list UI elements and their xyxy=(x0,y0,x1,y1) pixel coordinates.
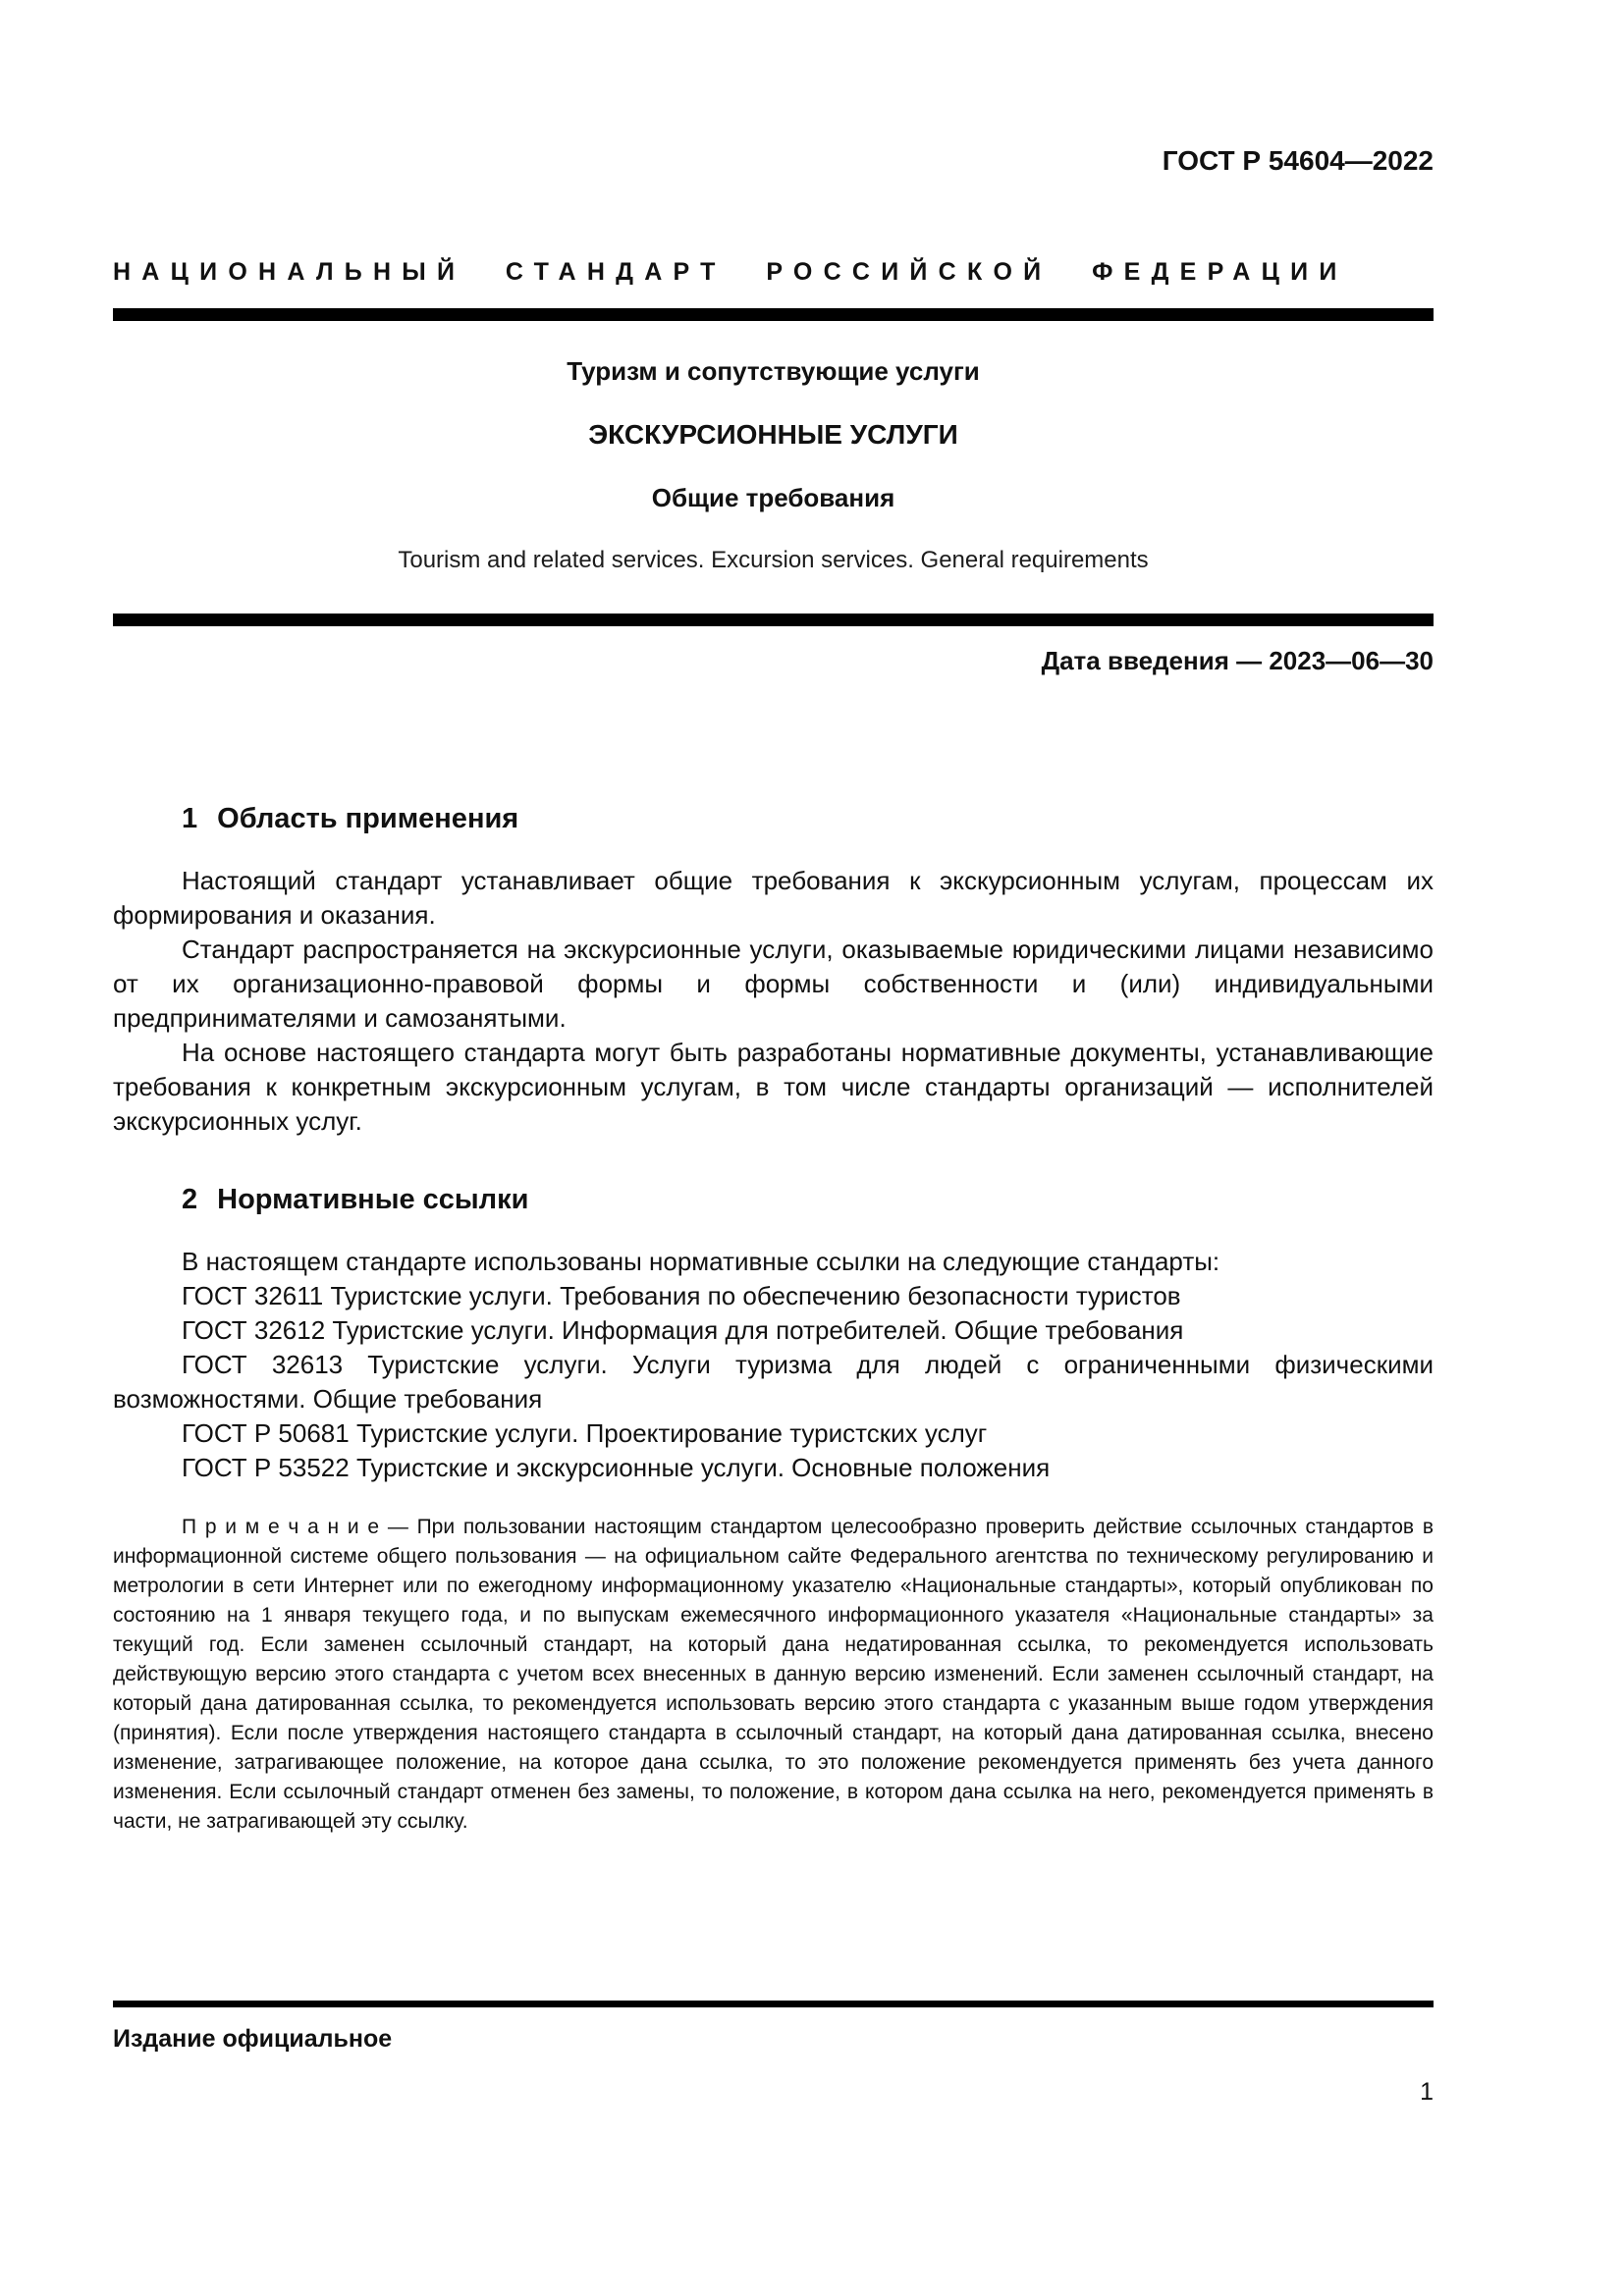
top-horizontal-rule xyxy=(113,308,1434,321)
normative-reference: ГОСТ 32611 Туристские услуги. Требования по обеспечению безопасности туристов xyxy=(182,1281,1181,1310)
section-1-paragraph: На основе настоящего стандарта могут быть разработаны нормативные документы, устанавливающие требования к конкретным экскурсионным услугам, в том числе стандарты организаций — исполнителей экскурсионных услуг. xyxy=(113,1038,1434,1136)
edition-label: Издание официальное xyxy=(113,2025,393,2053)
section-1-heading xyxy=(113,803,1434,834)
section-2-title: Нормативные ссылки xyxy=(217,1184,529,1215)
section-2-intro: В настоящем стандарте использованы нормативные ссылки на следующие стандарты: xyxy=(182,1247,1220,1276)
title-subtitle: Общие требования xyxy=(651,483,895,512)
title-subject: Туризм и сопутствующие услуги xyxy=(567,356,980,386)
normative-reference: ГОСТ 32612 Туристские услуги. Информация для потребителей. Общие требования xyxy=(182,1315,1184,1345)
title-block xyxy=(113,356,1434,574)
title-horizontal-rule xyxy=(113,614,1434,626)
section-1-number: 1 xyxy=(182,803,198,834)
section-2-number: 2 xyxy=(182,1184,198,1215)
page-number: 1 xyxy=(1420,2078,1434,2106)
effective-date: Дата введения — 2023—06—30 xyxy=(1041,646,1434,675)
footer-horizontal-rule xyxy=(113,2001,1434,2007)
normative-reference: ГОСТ 32613 Туристские услуги. Услуги туризма для людей с ограниченными физическими возможностями. Общие требования xyxy=(113,1350,1434,1414)
normative-reference: ГОСТ Р 50681 Туристские услуги. Проектирование туристских услуг xyxy=(182,1418,988,1448)
standard-type-banner: НАЦИОНАЛЬНЫЙ СТАНДАРТ РОССИЙСКОЙ ФЕДЕРАЦИИ xyxy=(113,258,1348,286)
doc-number: ГОСТ Р 54604—2022 xyxy=(1162,145,1434,176)
section-1-paragraph: Стандарт распространяется на экскурсионные услуги, оказываемые юридическими лицами независимо от их организационно-правовой формы и формы собственности и (или) индивидуальными предпринимателями и самозанятыми. xyxy=(113,934,1434,1033)
title-english: Tourism and related services. Excursion services. General requirements xyxy=(398,547,1149,573)
section-2-heading xyxy=(113,1184,1434,1215)
section-1-paragraph: Настоящий стандарт устанавливает общие требования к экскурсионным услугам, процессам их формирования и оказания. xyxy=(113,866,1434,930)
section-1-title: Область применения xyxy=(217,803,519,834)
title-main: ЭКСКУРСИОННЫЕ УСЛУГИ xyxy=(588,419,958,450)
normative-reference: ГОСТ Р 53522 Туристские и экскурсионные услуги. Основные положения xyxy=(182,1453,1051,1482)
section-2-note: П р и м е ч а н и е — При пользовании настоящим стандартом целесообразно проверить действие ссылочных стандартов в информационной системе общего пользования — на официальном сайте Федерального агентства по техническому регулированию и метрологии в сети Интернет или по ежегодному информационному указателю «Национальные стандарты», который опубликован по состоянию на 1 января текущего года, и по выпускам ежемесячного информационного указателя «Национальные стандарты» за текущий год. Если заменен ссылочный стандарт, на который дана недатированная ссылка, то рекомендуется использовать действующую версию этого стандарта с учетом всех внесенных в данную версию изменений. Если заменен ссылочный стандарт, на который дана датированная ссылка, то рекомендуется использовать версию этого стандарта с указанным выше годом утверждения (принятия). Если после утверждения настоящего стандарта в ссылочный стандарт, на который дана датированная ссылка, внесено изменение, затрагивающее положение, на которое дана ссылка, то это положение рекомендуется применять без учета данного изменения. Если ссылочный стандарт отменен без замены, то положение, в котором дана ссылка на него, рекомендуется применять в части, не затрагивающей эту ссылку. xyxy=(113,1516,1434,1833)
document-content xyxy=(113,0,1434,1837)
